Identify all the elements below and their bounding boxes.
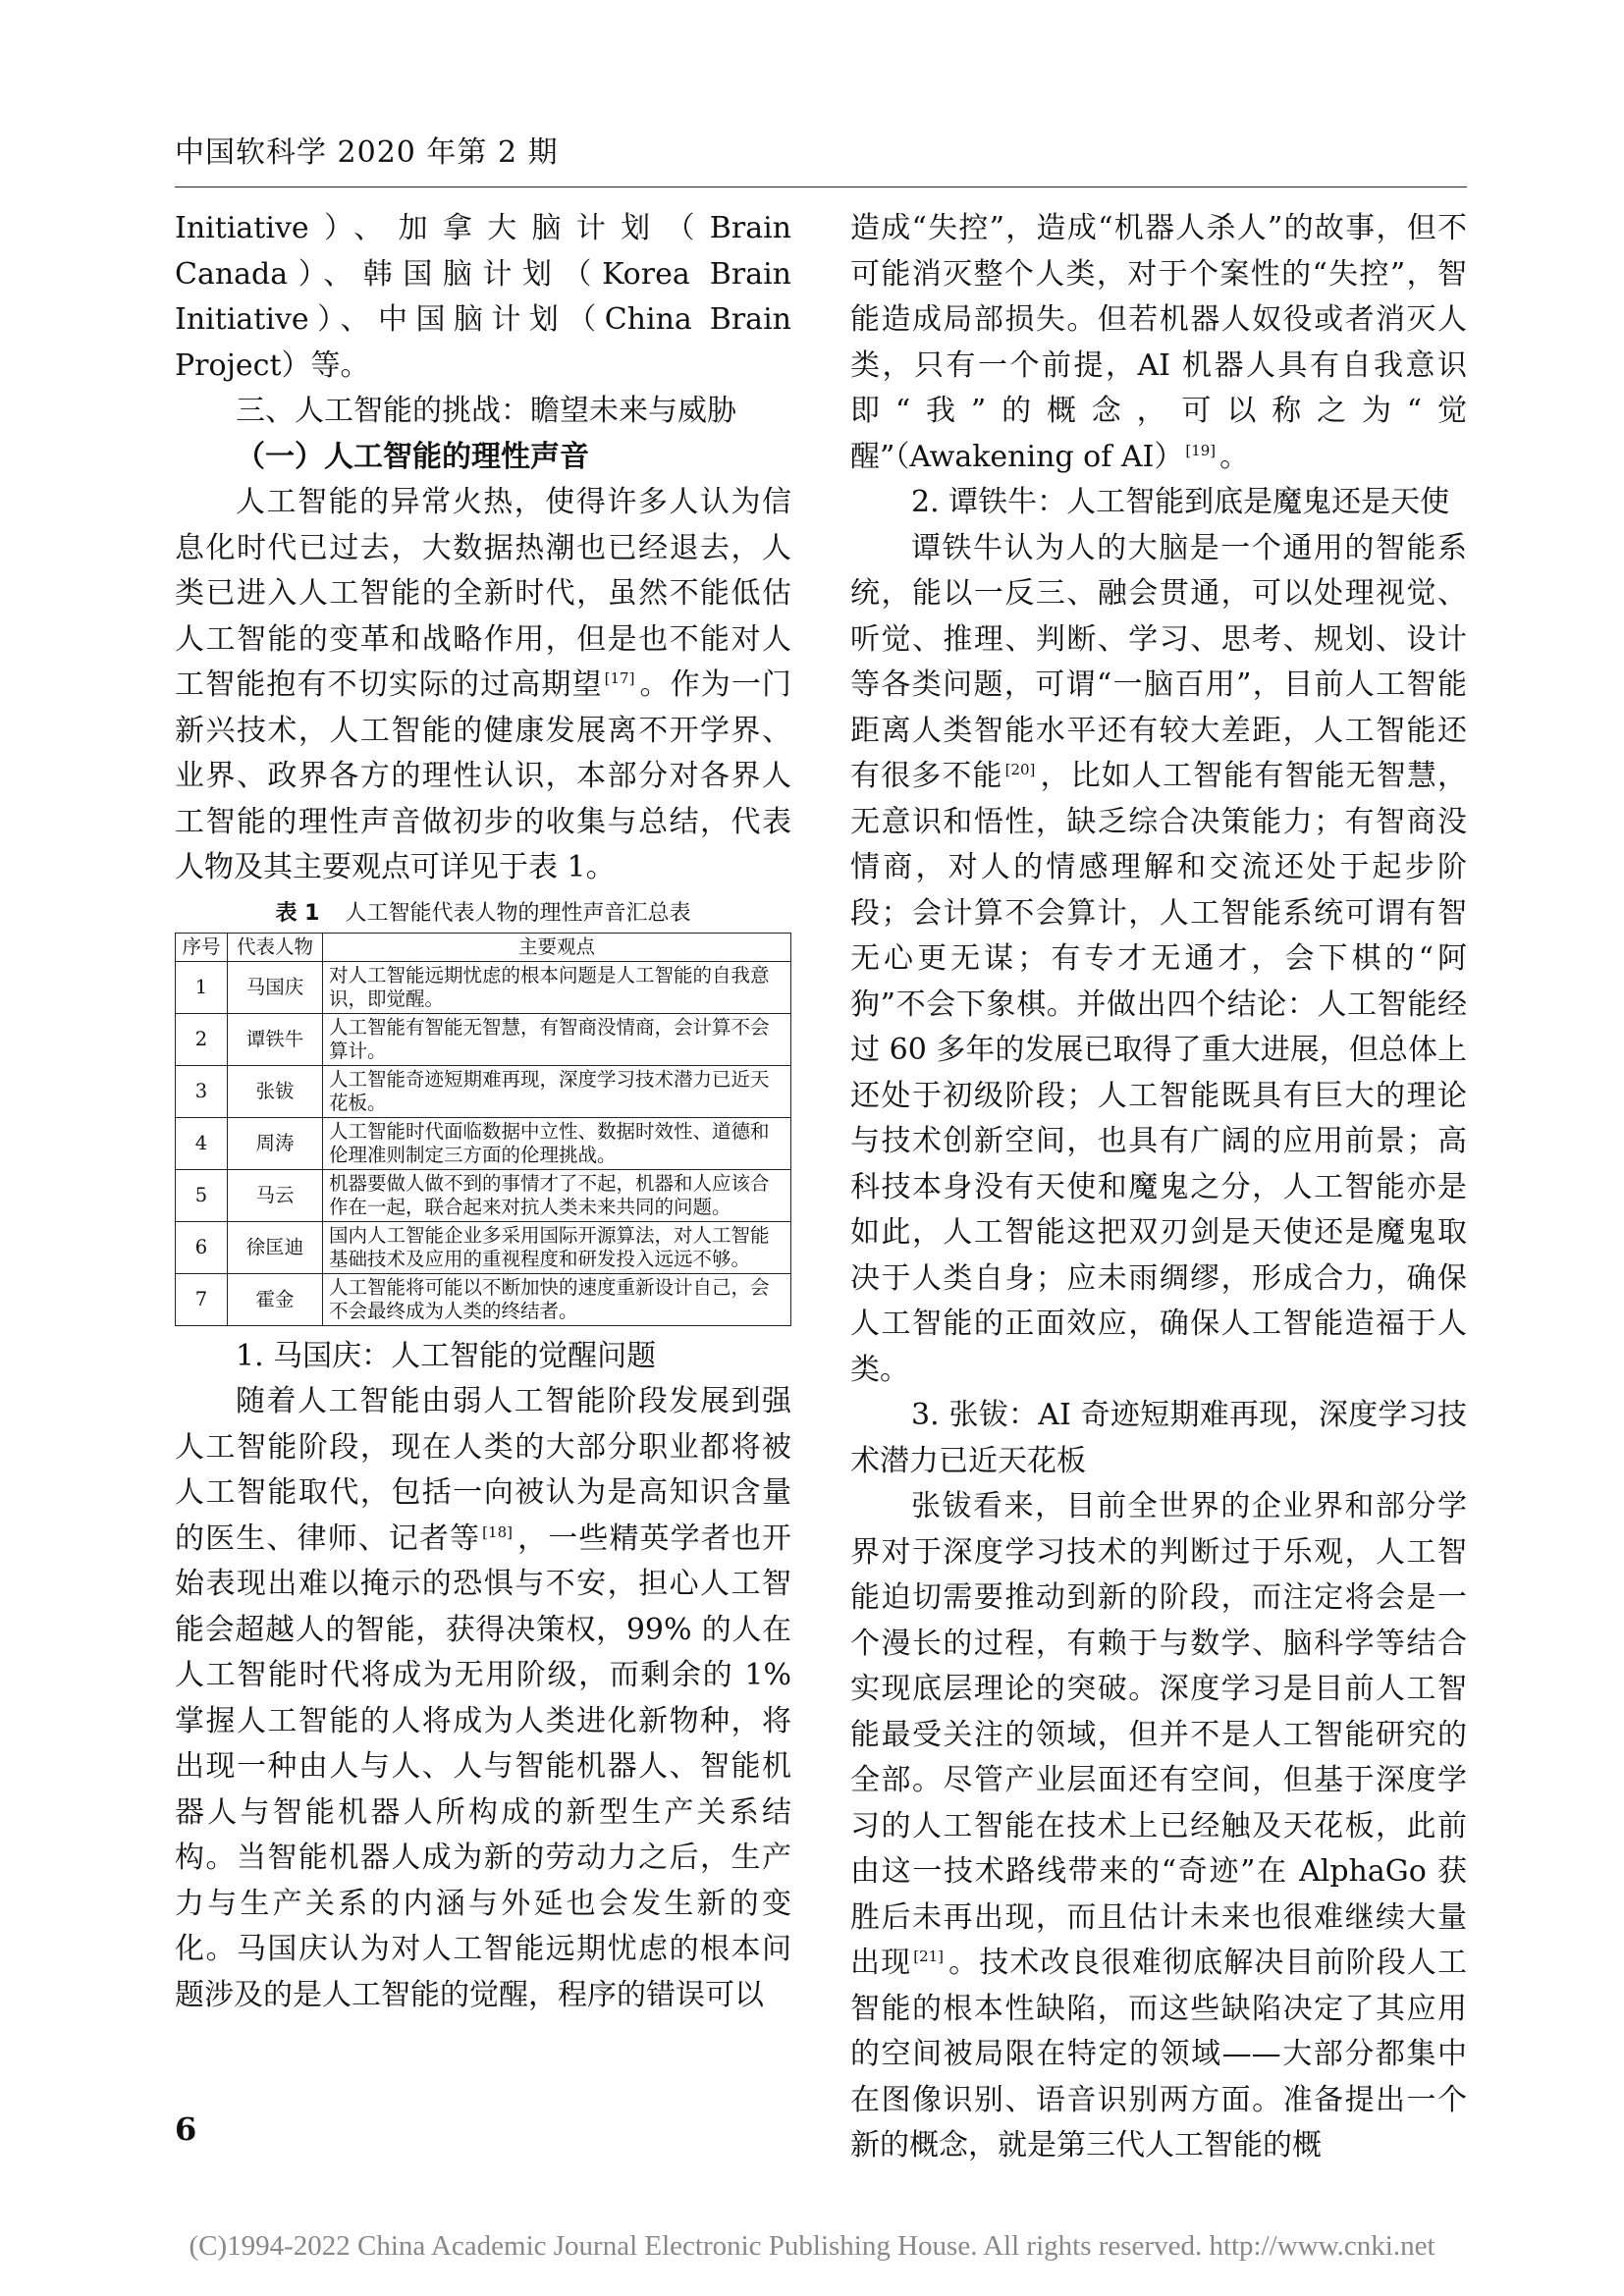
citation-ref[interactable]: [21] [913, 1948, 945, 1965]
text-run: 谭铁牛认为人的大脑是一个通用的智能系统，能以一反三、融会贯通，可以处理视觉、听觉、推理、判断、学习、思考、规划、设计等各类问题，可谓“一脑百用”，目前人工智能距离人类智能水平还有较大差距，人工智能还有很多不能 [850, 530, 1467, 793]
left-column [175, 206, 791, 2018]
text-run: 随着人工智能由弱人工智能阶段发展到强人工智能阶段，现在人类的大部分职业都将被人工智能取代，包括一向被认为是高知识含量的医生、律师、记者等 [175, 1384, 791, 1556]
table-title: 人工智能代表人物的理性声音汇总表 [345, 900, 691, 926]
subsection-item: 3. 张钹：AI 奇迹短期难再现，深度学习技术潜力已近天花板 [850, 1398, 1467, 1478]
row-person: 霍金 [228, 1273, 323, 1325]
row-person: 周涛 [228, 1117, 323, 1169]
table-row [176, 1065, 791, 1117]
row-view: 人工智能奇迹短期难再现，深度学习技术潜力已近天花板。 [323, 1065, 791, 1117]
row-view: 机器要做人做不到的事情才了不起，机器和人应该合作在一起，联合起来对抗人类未来共同的问题。 [323, 1169, 791, 1221]
row-person: 谭铁牛 [228, 1013, 323, 1065]
paragraph [850, 1484, 1467, 2169]
row-number: 5 [176, 1169, 228, 1221]
header-cell-num: 序号 [176, 933, 228, 961]
header-cell-person: 代表人物 [228, 933, 323, 961]
row-view: 人工智能有智能无智慧，有智商没情商，会计算不会算计。 [323, 1013, 791, 1065]
subsection-heading: （一）人工智能的理性声音 [236, 439, 589, 474]
citation-ref[interactable]: [17] [604, 669, 635, 687]
row-view: 国内人工智能企业多采用国际开源算法，对人工智能基础技术及应用的重视程度和研发投入远远不够。 [323, 1221, 791, 1273]
subsection-item: 2. 谭铁牛：人工智能到底是魔鬼还是天使 [911, 485, 1450, 519]
paragraph [175, 480, 791, 891]
row-person: 马云 [228, 1169, 323, 1221]
text-run: 。 [1219, 439, 1250, 474]
row-view: 人工智能时代面临数据中立性、数据时效性、道德和伦理准则制定三方面的伦理挑战。 [323, 1117, 791, 1169]
paragraph [850, 526, 1467, 1394]
row-person: 张钹 [228, 1065, 323, 1117]
table-label: 表 1 [275, 900, 320, 926]
text-run: 。技术改良很难彻底解决目前阶段人工智能的根本性缺陷，而这些缺陷决定了其应用的空间被局限在特定的领域——大部分都集中在图像识别、语音识别两方面。准备提出一个新的概念，就是第三代人工智能的概 [850, 1946, 1468, 2163]
table-header-row [176, 933, 791, 961]
table-row [176, 1013, 791, 1065]
row-number: 7 [176, 1273, 228, 1325]
table-row [176, 1273, 791, 1325]
table-row [176, 1117, 791, 1169]
table-row [176, 1169, 791, 1221]
table-caption [175, 897, 791, 931]
citation-ref[interactable]: [19] [1185, 441, 1217, 459]
text-run: ，一些精英学者也开始表现出难以掩示的恐惧与不安，担心人工智能会超越人的智能，获得决策权，99% 的人在人工智能时代将成为无用阶级，而剩余的 1% 掌握人工智能的人将成为人类进化新物种，将出现一种由人与人、人与智能机器人、智能机器人与智能机器人所构成的新型生产关系结构。当智能机器人成为新的劳动力之后，生产力与生产关系的内涵与外延也会发生新的变化。马国庆认为对人工智能远期忧虑的根本问题涉及的是人工智能的觉醒，程序的错误可以 [175, 1521, 792, 2012]
row-view: 对人工智能远期忧虑的根本问题是人工智能的自我意识，即觉醒。 [323, 961, 791, 1013]
running-header [175, 128, 1467, 187]
subsection-item: 1. 马国庆：人工智能的觉醒问题 [236, 1338, 657, 1373]
copyright-footer: (C)1994-2022 China Academic Journal Electronic Publishing House. All rights reserved. http://www.cnki.net [189, 2230, 1435, 2262]
summary-table [175, 933, 791, 1326]
row-person: 徐匡迪 [228, 1221, 323, 1273]
page-number: 6 [175, 2110, 197, 2148]
text-run: 造成“失控”，造成“机器人杀人”的故事，但不可能消灭整个人类，对于个案性的“失控”，智能造成局部损失。但若机器人奴役或者消灭人类，只有一个前提，AI 机器人具有自我意识即“我”的概念，可以称之为“觉醒”（Awakening of AI） [850, 211, 1467, 474]
paragraph-continued [850, 206, 1467, 480]
row-number: 6 [176, 1221, 228, 1273]
row-number: 4 [176, 1117, 228, 1169]
table-row [176, 1221, 791, 1273]
row-view: 人工智能将可能以不断加快的速度重新设计自己，会不会最终成为人类的终结者。 [323, 1273, 791, 1325]
row-person: 马国庆 [228, 961, 323, 1013]
section-heading: 三、人工智能的挑战：瞻望未来与威胁 [236, 394, 736, 428]
text-run: ，比如人工智能有智能无智慧，无意识和悟性，缺乏综合决策能力；有智商没情商，对人的情感理解和交流还处于起步阶段；会计算不会算计，人工智能系统可谓有智无心更无谋；有专才无通才，会下棋的“阿狗”不会下象棋。并做出四个结论：人工智能经过 60 多年的发展已取得了重大进展，但总体上还处于初级阶段；人工智能既具有巨大的理论与技术创新空间，也具有广阔的应用前景；高科技本身没有天使和魔鬼之分，人工智能亦是如此，人工智能这把双刃剑是天使还是魔鬼取决于人类自身；应未雨绸缪，形成合力，确保人工智能的正面效应，确保人工智能造福于人类。 [850, 759, 1468, 1387]
text-run: 人工智能的异常火热，使得许多人认为信息化时代已过去，大数据热潮也已经退去，人类已进入人工智能的全新时代，虽然不能低估人工智能的变革和战略作用，但是也不能对人工智能抱有不切实际的过高期望 [175, 485, 791, 702]
row-number: 1 [176, 961, 228, 1013]
text-run: 。作为一门新兴技术，人工智能的健康发展离不开学界、业界、政界各方的理性认识，本部分对各界人工智能的理性声音做初步的收集与总结，代表人物及其主要观点可详见于表 1。 [175, 667, 792, 884]
journal-title: 中国软科学 2020 年第 2 期 [175, 135, 559, 170]
header-cell-view: 主要观点 [323, 933, 791, 961]
right-column [850, 206, 1467, 2169]
row-number: 2 [176, 1013, 228, 1065]
citation-ref[interactable]: [20] [1004, 761, 1036, 778]
row-number: 3 [176, 1065, 228, 1117]
citation-ref[interactable]: [18] [482, 1522, 513, 1541]
table-row [176, 961, 791, 1013]
paragraph-continued: Initiative）、加拿大脑计划（Brain Canada）、韩国脑计划（Korea Brain Initiative）、中国脑计划（China Brain Project）等。 [175, 211, 791, 383]
text-run: 张钹看来，目前全世界的企业界和部分学界对于深度学习技术的判断过于乐观，人工智能迫切需要推动到新的阶段，而注定将会是一个漫长的过程，有赖于与数学、脑科学等结合实现底层理论的突破。深度学习是目前人工智能最受关注的领域，但并不是人工智能研究的全部。尽管产业层面还有空间，但基于深度学习的人工智能在技术上已经触及天花板，此前由这一技术路线带来的“奇迹”在 AlphaGo 获胜后未再出现，而且估计未来也很难继续大量出现 [850, 1489, 1467, 1980]
paragraph [175, 1379, 791, 2018]
